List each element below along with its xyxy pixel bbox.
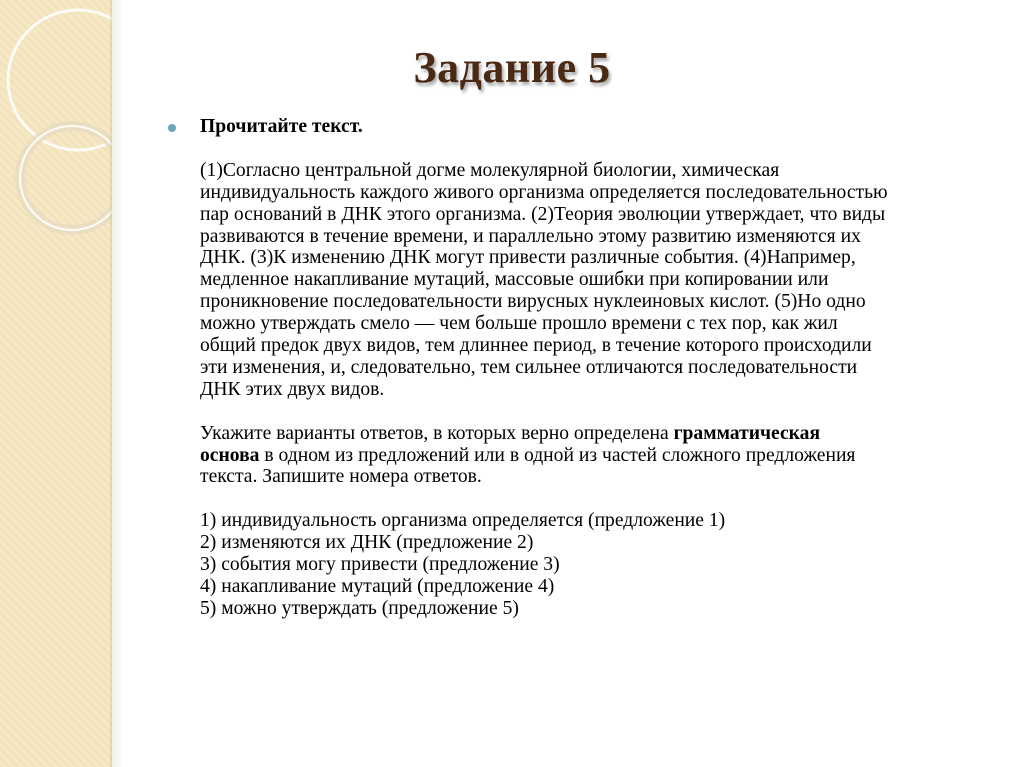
passage-line: развиваются в течение времени, и параллельно этому развитию изменяются их	[200, 225, 861, 247]
decorative-side-band	[0, 0, 112, 767]
passage	[200, 160, 1000, 401]
decorative-rings	[0, 0, 112, 767]
answer-option: 2) изменяются их ДНК (предложение 2)	[200, 532, 534, 554]
content-body	[200, 116, 1000, 620]
answer-options	[200, 510, 1000, 620]
passage-line: ДНК этих двух видов.	[200, 378, 385, 400]
answer-option: 4) накапливание мутаций (предложение 4)	[200, 575, 555, 597]
passage-line: можно утверждать смело — чем больше прошло времени с тех пор, как жил	[200, 313, 838, 335]
answer-option: 3) события могу привести (предложение 3)	[200, 554, 560, 576]
instruction-text: Прочитайте текст.	[200, 116, 363, 137]
passage-line: медленное накапливание мутаций, массовые ошибки при копировании или	[200, 269, 829, 291]
passage-line: пар оснований в ДНК этого организма. (2)Теория эволюции утверждает, что виды	[200, 203, 886, 225]
page-title: Задание 5	[413, 43, 611, 92]
bullet-icon	[168, 124, 176, 132]
passage-line: ДНК. (3)К изменению ДНК могут привести различные события. (4)Например,	[200, 247, 856, 269]
passage-line: индивидуальность каждого живого организма определяется последовательностью	[200, 181, 888, 203]
passage-line: проникновение последовательности вирусных нуклеиновых кислот. (5)Но одно	[200, 291, 866, 313]
band-shadow	[110, 0, 124, 767]
question	[200, 423, 1000, 489]
question-line: основа в одном из предложений или в одной из частей сложного предложения	[200, 444, 856, 466]
passage-line: общий предок двух видов, тем длиннее период, в течение которого происходили	[200, 335, 872, 357]
question-line: текста. Запишите номера ответов.	[200, 466, 482, 488]
passage-line: эти изменения, и, следовательно, тем сильнее отличаются последовательности	[200, 356, 858, 378]
passage-line: (1)Согласно центральной догме молекулярной биологии, химическая	[200, 159, 780, 181]
answer-option: 5) можно утверждать (предложение 5)	[200, 597, 519, 619]
question-line: Укажите варианты ответов, в которых верно определена грамматическая	[200, 422, 821, 444]
answer-option: 1) индивидуальность организма определяется (предложение 1)	[200, 510, 726, 532]
